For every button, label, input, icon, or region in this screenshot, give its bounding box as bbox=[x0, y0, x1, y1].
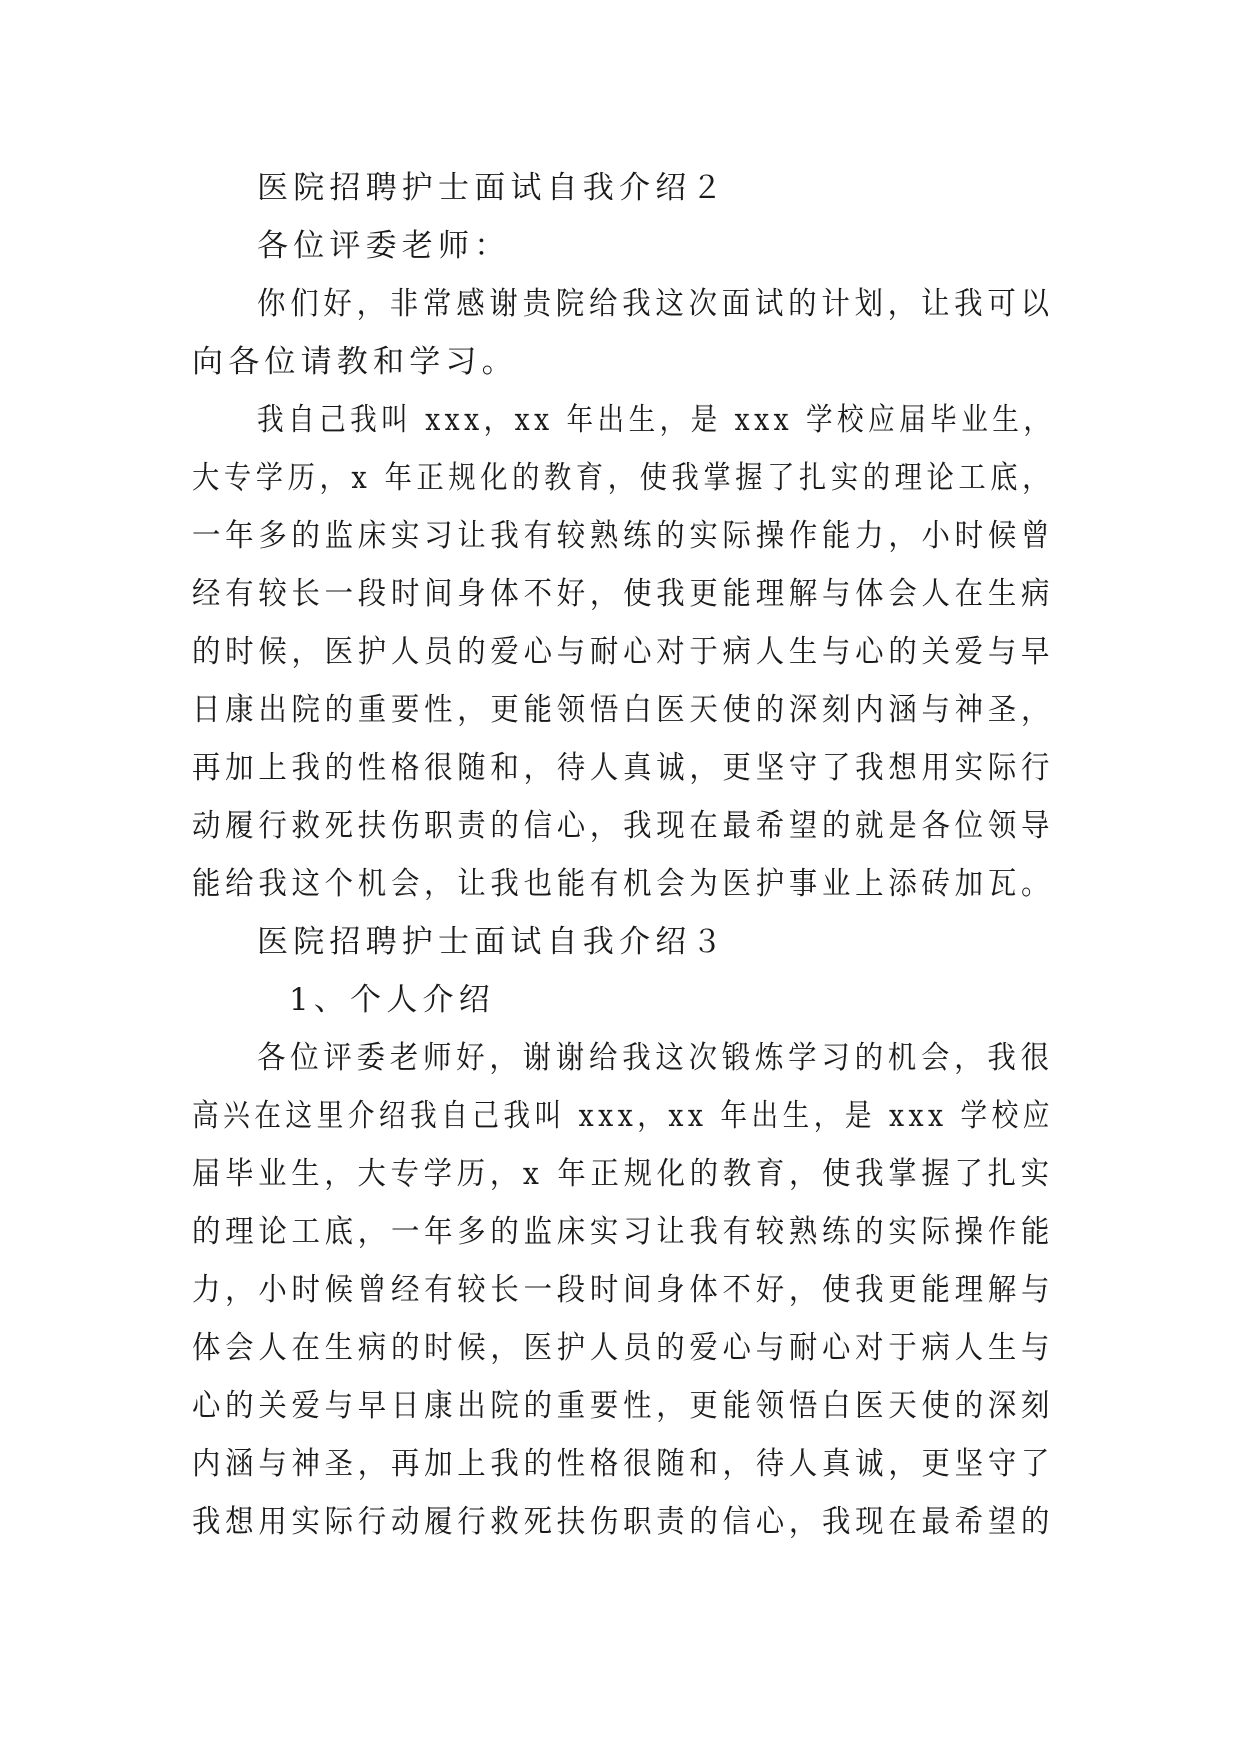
paragraph-line: 能给我这个机会，让我也能有机会为医护事业上添砖加瓦。 bbox=[192, 866, 1055, 902]
section-heading-2: 医院招聘护士面试自我介绍２ bbox=[257, 170, 728, 206]
paragraph-line: 高兴在这里介绍我自己我叫 xxx，xx 年出生，是 xxx 学校应 bbox=[192, 1098, 1054, 1134]
paragraph-line: 心的关爱与早日康出院的重要性，更能领悟白医天使的深刻 bbox=[192, 1388, 1055, 1424]
paragraph-line: 日康出院的重要性，更能领悟白医天使的深刻内涵与神圣， bbox=[192, 692, 1055, 728]
subsection-heading: 1、个人介绍 bbox=[289, 982, 495, 1018]
paragraph-line: 的时候，医护人员的爱心与耐心对于病人生与心的关爱与早 bbox=[192, 634, 1055, 670]
paragraph-line: 各位评委老师好，谢谢给我这次锻炼学习的机会，我很 bbox=[257, 1040, 1054, 1076]
paragraph-line: 再加上我的性格很随和，待人真诚，更坚守了我想用实际行 bbox=[192, 750, 1055, 786]
salutation-line: 各位评委老师： bbox=[257, 228, 511, 264]
paragraph-line: 大专学历，x 年正规化的教育，使我掌握了扎实的理论工底， bbox=[192, 460, 1054, 496]
paragraph-line: 内涵与神圣，再加上我的性格很随和，待人真诚，更坚守了 bbox=[192, 1446, 1055, 1482]
paragraph-line: 动履行救死扶伤职责的信心，我现在最希望的就是各位领导 bbox=[192, 808, 1055, 844]
section-heading-3: 医院招聘护士面试自我介绍３ bbox=[257, 924, 728, 960]
paragraph-line: 你们好，非常感谢贵院给我这次面试的计划，让我可以 bbox=[257, 286, 1054, 322]
paragraph-line: 的理论工底，一年多的监床实习让我有较熟练的实际操作能 bbox=[192, 1214, 1055, 1250]
paragraph-line: 力，小时候曾经有较长一段时间身体不好，使我更能理解与 bbox=[192, 1272, 1055, 1308]
paragraph-line: 届毕业生，大专学历，x 年正规化的教育，使我掌握了扎实 bbox=[192, 1156, 1054, 1192]
paragraph-line: 向各位请教和学习。 bbox=[192, 344, 518, 380]
paragraph-line: 一年多的监床实习让我有较熟练的实际操作能力，小时候曾 bbox=[192, 518, 1055, 554]
paragraph-line: 经有较长一段时间身体不好，使我更能理解与体会人在生病 bbox=[192, 576, 1055, 612]
paragraph-line: 我自己我叫 xxx，xx 年出生，是 xxx 学校应届毕业生， bbox=[257, 402, 1055, 438]
paragraph-line: 我想用实际行动履行救死扶伤职责的信心，我现在最希望的 bbox=[192, 1504, 1055, 1540]
paragraph-line: 体会人在生病的时候，医护人员的爱心与耐心对于病人生与 bbox=[192, 1330, 1055, 1366]
